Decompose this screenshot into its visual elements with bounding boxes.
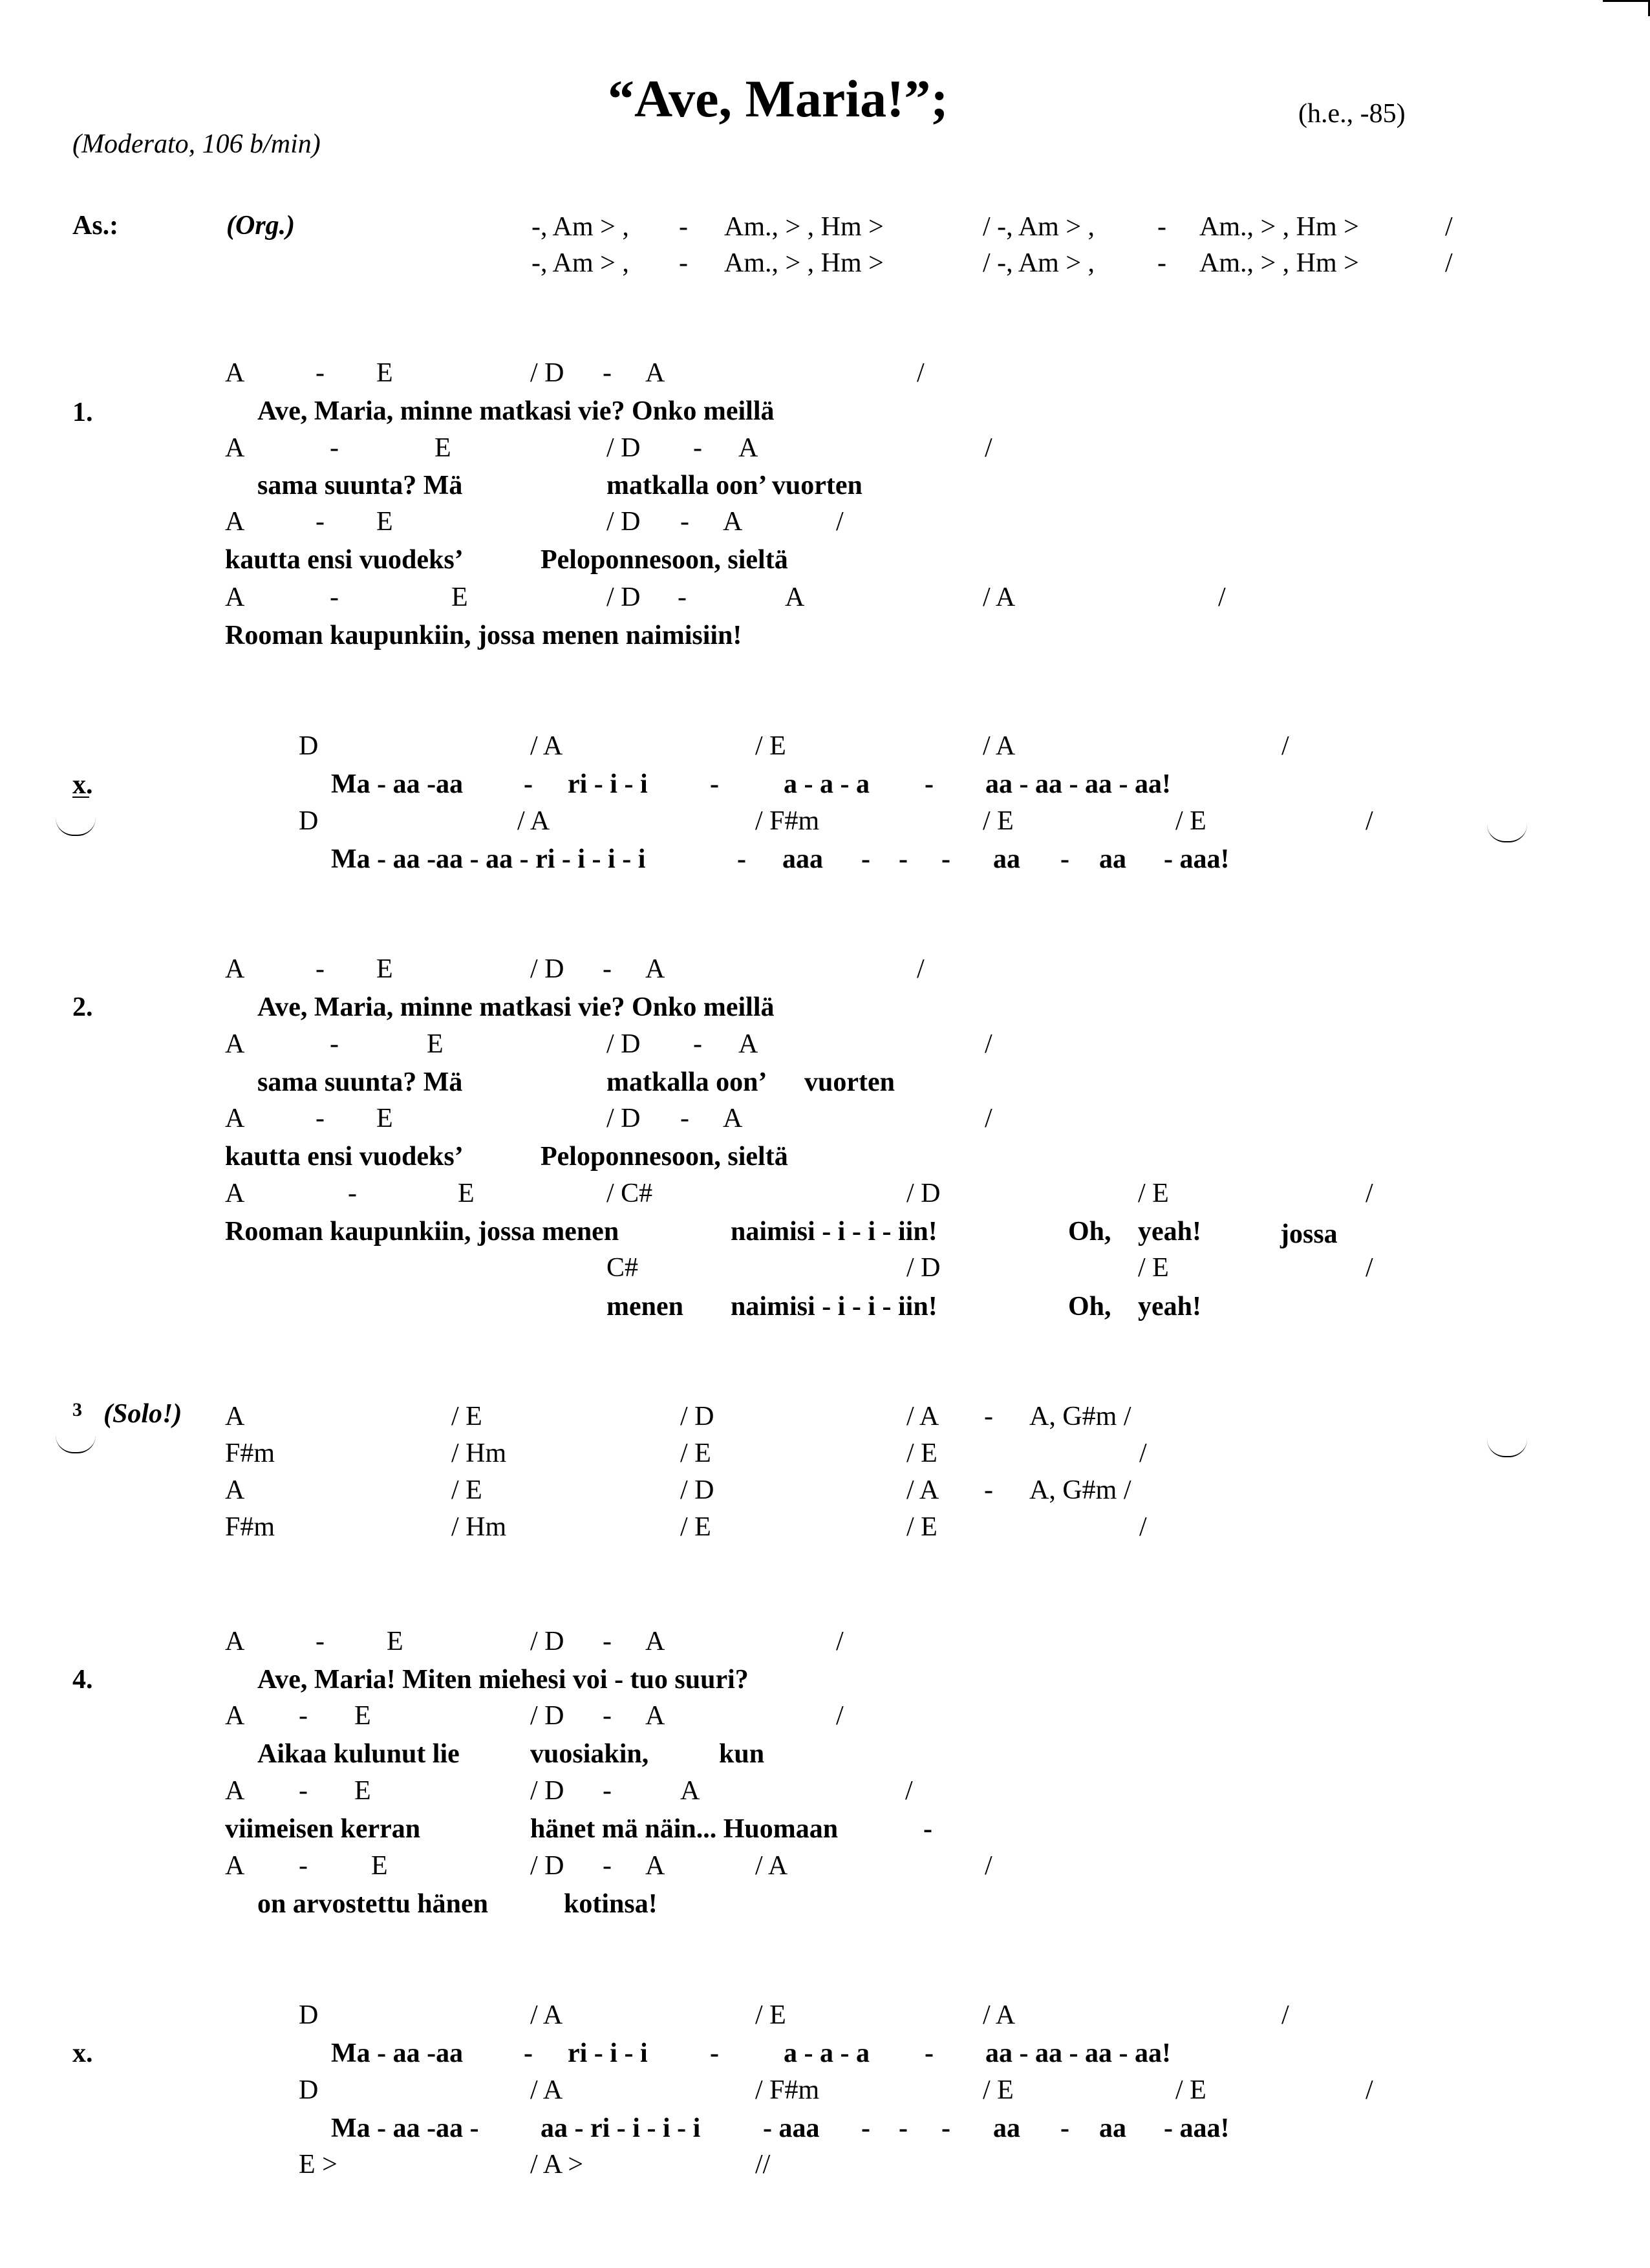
chord: / E	[451, 1475, 482, 1505]
verse-4-label: 4.	[72, 1665, 93, 1695]
chord: /	[1366, 1179, 1373, 1208]
chord: A	[645, 1701, 665, 1731]
chord: / D	[606, 1104, 641, 1133]
intro-label: As.:	[72, 211, 119, 241]
chord: / E	[1138, 1253, 1169, 1283]
lyric-line: Ave, Maria, minne matkasi vie? Onko meillä	[257, 396, 775, 426]
chord: A	[225, 583, 245, 612]
chord: / A	[906, 1475, 939, 1505]
solo-number-label: 3	[72, 1399, 82, 1420]
chord: E	[376, 954, 393, 984]
lyric-fragment: viimeisen kerran	[225, 1814, 421, 1844]
chord: /	[1366, 1253, 1373, 1283]
lyric-fragment: jossa	[1280, 1219, 1338, 1249]
lyric-fragment: - aaa	[763, 2113, 820, 2143]
chord: A	[645, 1627, 665, 1656]
lyric-fragment: aa - ri - i - i - i	[541, 2113, 701, 2143]
chord: A	[738, 433, 758, 463]
chord: -	[984, 1402, 993, 1431]
chord: A	[645, 954, 665, 984]
chord: /	[1218, 583, 1226, 612]
intro-chord: -, Am > ,	[531, 248, 629, 278]
lyric-fragment: kotinsa!	[564, 1889, 658, 1919]
lyric-fragment: sama suunta? Mä	[257, 1067, 463, 1097]
chord: / A	[517, 806, 550, 836]
lyric-fragment: vuorten	[804, 1067, 895, 1097]
left-margin-bracket-mark	[56, 818, 96, 836]
lyric-fragment: matkalla oon’	[606, 1067, 767, 1097]
lyric-fragment: Ma - aa -aa	[331, 769, 464, 799]
lyric-fragment: -	[524, 2038, 533, 2068]
chord: E	[451, 583, 468, 612]
song-title: “Ave, Maria!”;	[608, 69, 948, 128]
chord: A	[225, 507, 245, 537]
lyric-fragment: aa	[1099, 844, 1126, 874]
chord: -	[603, 1627, 612, 1656]
chord: / D	[530, 358, 564, 388]
lyric-fragment: aa - aa - aa - aa!	[985, 769, 1171, 799]
chord: / E	[680, 1439, 711, 1468]
chord: / D	[906, 1253, 941, 1283]
chord: /	[1139, 1439, 1147, 1468]
lyric-fragment: vuosiakin,	[530, 1739, 649, 1769]
lyric-fragment: -	[1060, 844, 1069, 874]
chord: -	[680, 507, 689, 537]
chord: /	[1366, 2075, 1373, 2105]
lyric-fragment: -	[941, 2113, 950, 2143]
chord: -	[330, 1029, 339, 1059]
chord: -	[299, 1701, 308, 1731]
chord: / Hm	[451, 1512, 507, 1542]
chord: /	[836, 1627, 844, 1656]
lyric-fragment: -	[899, 844, 908, 874]
lyric-fragment: -	[923, 1814, 932, 1844]
intro-chord: / -, Am > ,	[983, 212, 1095, 242]
chord: -	[330, 583, 339, 612]
page-edge-corner	[1603, 0, 1650, 16]
chord: A	[225, 1627, 245, 1656]
intro-chord: -	[1157, 212, 1166, 242]
intro-chord: -	[679, 248, 688, 278]
chord: /	[1281, 731, 1289, 761]
intro-chord: /	[1445, 248, 1453, 278]
lyric-fragment: Oh,	[1068, 1292, 1111, 1321]
lyric-fragment: aa - aa - aa - aa!	[985, 2038, 1171, 2068]
verse-2-label: 2.	[72, 992, 93, 1022]
lyric-fragment: Ma - aa -aa	[331, 2038, 464, 2068]
chord: A	[225, 1104, 245, 1133]
chord: /	[985, 433, 992, 463]
chord: -	[316, 954, 325, 984]
right-margin-bracket-mark	[1487, 824, 1527, 842]
chord: / D	[906, 1179, 941, 1208]
lyric-fragment: aaa	[782, 844, 823, 874]
lyric-fragment: a - a - a	[784, 2038, 870, 2068]
chord: E	[458, 1179, 475, 1208]
chord: / E	[755, 731, 786, 761]
chord: A	[225, 1701, 245, 1731]
lyric-fragment: -	[899, 2113, 908, 2143]
lyric-fragment: kautta ensi vuodeks’	[225, 545, 464, 575]
chord: / F#m	[755, 2075, 820, 2105]
chord: F#m	[225, 1512, 275, 1542]
lyric-line: Rooman kaupunkiin, jossa menen naimisiin!	[225, 621, 742, 650]
chord: A	[785, 583, 805, 612]
chord: -	[316, 1104, 325, 1133]
chord: / A	[983, 2000, 1016, 2030]
lyric-fragment: kun	[719, 1739, 765, 1769]
lyric-line: Ave, Maria, minne matkasi vie? Onko meillä	[257, 992, 775, 1022]
chord: -	[316, 507, 325, 537]
lyric-fragment: naimisi - i - i - iin!	[731, 1292, 938, 1321]
chord: -	[603, 1851, 612, 1881]
lyric-fragment: aa	[993, 844, 1020, 874]
chord: / D	[530, 1627, 564, 1656]
tempo-marking: (Moderato, 106 b/min)	[72, 129, 321, 159]
chord: / E	[906, 1512, 938, 1542]
solo-label: (Solo!)	[103, 1399, 182, 1429]
chord: -	[316, 1627, 325, 1656]
chord: /	[1366, 806, 1373, 836]
chord: / D	[530, 1776, 564, 1806]
author-credit: (h.e., -85)	[1298, 99, 1406, 129]
lyric-fragment: -	[925, 2038, 934, 2068]
lyric-fragment: -	[524, 769, 533, 799]
chord: A	[225, 358, 245, 388]
lyric-fragment: -	[861, 2113, 870, 2143]
lyric-fragment: matkalla oon’ vuorten	[606, 471, 862, 500]
lyric-fragment: -	[737, 844, 746, 874]
chord: / A	[755, 1851, 788, 1881]
chord: / E	[1175, 2075, 1206, 2105]
chord: / A	[530, 2075, 563, 2105]
right-margin-bracket-mark	[1487, 1439, 1527, 1457]
chord: /	[836, 1701, 844, 1731]
chord: /	[985, 1851, 992, 1881]
chord: /	[836, 507, 844, 537]
chord: -	[678, 583, 687, 612]
chord: / A	[530, 731, 563, 761]
lyric-fragment: -	[710, 2038, 719, 2068]
chord: -	[299, 1776, 308, 1806]
chord: / D	[680, 1475, 714, 1505]
lyric-fragment: aa	[993, 2113, 1020, 2143]
lyric-fragment: -	[710, 769, 719, 799]
verse-1-label: 1.	[72, 398, 93, 427]
chord: -	[984, 1475, 993, 1505]
chord: A	[225, 1776, 245, 1806]
intro-chord: Am., > , Hm >	[1199, 248, 1359, 278]
chord: A	[225, 1851, 245, 1881]
chord: F#m	[225, 1439, 275, 1468]
intro-chord: Am., > , Hm >	[724, 212, 884, 242]
chord: -	[693, 1029, 702, 1059]
chord: / E	[983, 806, 1014, 836]
lyric-fragment: Rooman kaupunkiin, jossa menen	[225, 1217, 619, 1246]
chord: -	[603, 1776, 612, 1806]
chord: / D	[530, 954, 564, 984]
chord: E	[427, 1029, 444, 1059]
chord: / A >	[530, 2150, 584, 2179]
lyric-fragment: - aaa!	[1164, 844, 1230, 874]
chorus-2-label: x.	[72, 2038, 93, 2068]
chord: E >	[299, 2150, 338, 2179]
chord: A	[680, 1776, 700, 1806]
intro-chord: / -, Am > ,	[983, 248, 1095, 278]
chord: / D	[606, 583, 641, 612]
lyric-fragment: ri - i - i	[568, 769, 648, 799]
chord: / A	[906, 1402, 939, 1431]
chord: A	[225, 1475, 245, 1505]
chord: / E	[983, 2075, 1014, 2105]
chord: E	[376, 507, 393, 537]
chord: / A	[983, 731, 1016, 761]
chord: A	[738, 1029, 758, 1059]
chord: -	[299, 1851, 308, 1881]
chorus-underline-mark	[72, 797, 89, 798]
intro-chord: /	[1445, 212, 1453, 242]
chord: A, G#m /	[1029, 1475, 1131, 1505]
lyric-fragment: Aikaa kulunut lie	[257, 1739, 460, 1769]
chord: /	[985, 1029, 992, 1059]
intro-chord: Am., > , Hm >	[1199, 212, 1359, 242]
chord: /	[917, 358, 925, 388]
chorus-1-label: x.	[72, 770, 93, 800]
chord: / C#	[606, 1179, 653, 1208]
lyric-fragment: -	[861, 844, 870, 874]
chord: -	[348, 1179, 357, 1208]
chord: A	[225, 1029, 245, 1059]
intro-chord: Am., > , Hm >	[724, 248, 884, 278]
lyric-fragment: sama suunta? Mä	[257, 471, 463, 500]
chord: -	[603, 1701, 612, 1731]
chord: -	[316, 358, 325, 388]
chord: /	[917, 954, 925, 984]
chord: C#	[606, 1253, 639, 1283]
chord: /	[1139, 1512, 1147, 1542]
chord: / D	[530, 1851, 564, 1881]
chord: A	[645, 1851, 665, 1881]
chord: / A	[530, 2000, 563, 2030]
chord: -	[693, 433, 702, 463]
lyric-line: Ave, Maria! Miten miehesi voi - tuo suuri?	[257, 1665, 749, 1695]
chord: -	[603, 954, 612, 984]
chord: / E	[680, 1512, 711, 1542]
lyric-fragment: naimisi - i - i - iin!	[731, 1217, 938, 1246]
chord: A	[225, 954, 245, 984]
chord: /	[985, 1104, 992, 1133]
chord: -	[603, 358, 612, 388]
chord: -	[680, 1104, 689, 1133]
lyric-fragment: Oh,	[1068, 1217, 1111, 1246]
intro-chord: -	[1157, 248, 1166, 278]
chord: A	[645, 358, 665, 388]
chord: A	[723, 507, 743, 537]
lyric-fragment: Peloponnesoon, sieltä	[541, 545, 788, 575]
chord: / D	[680, 1402, 714, 1431]
lyric-fragment: menen	[606, 1292, 683, 1321]
chord: / E	[1138, 1179, 1169, 1208]
lyric-fragment: yeah!	[1138, 1217, 1201, 1246]
chord: / D	[606, 1029, 641, 1059]
intro-instrument: (Org.)	[226, 211, 295, 241]
chord: / D	[606, 433, 641, 463]
lyric-fragment: -	[941, 844, 950, 874]
chord: / F#m	[755, 806, 820, 836]
chord: / D	[606, 507, 641, 537]
chord: -	[330, 433, 339, 463]
intro-chord: -, Am > ,	[531, 212, 629, 242]
chord: D	[299, 2075, 319, 2105]
lyric-fragment: yeah!	[1138, 1292, 1201, 1321]
left-margin-bracket-mark	[56, 1435, 96, 1453]
chord: E	[376, 1104, 393, 1133]
chord: //	[755, 2150, 771, 2179]
lyric-fragment: Ma - aa -aa -	[331, 2113, 479, 2143]
lyric-fragment: aa	[1099, 2113, 1126, 2143]
chord: E	[376, 358, 393, 388]
chord: A	[225, 1402, 245, 1431]
lyric-fragment: - aaa!	[1164, 2113, 1230, 2143]
chord: A	[225, 1179, 245, 1208]
chord: D	[299, 806, 319, 836]
chord: / Hm	[451, 1439, 507, 1468]
chord: /	[905, 1776, 913, 1806]
chord: E	[434, 433, 451, 463]
lyric-fragment: -	[925, 769, 934, 799]
chord: A	[225, 433, 245, 463]
chord: E	[387, 1627, 403, 1656]
chord: D	[299, 731, 319, 761]
chord: A	[723, 1104, 743, 1133]
lyric-fragment: hänet mä näin... Huomaan	[530, 1814, 839, 1844]
lyric-fragment: on arvostettu hänen	[257, 1889, 489, 1919]
chord: E	[354, 1776, 371, 1806]
lyric-fragment: kautta ensi vuodeks’	[225, 1142, 464, 1171]
chord: / E	[451, 1402, 482, 1431]
lyric-fragment: ri - i - i	[568, 2038, 648, 2068]
chord: E	[354, 1701, 371, 1731]
lyric-fragment: a - a - a	[784, 769, 870, 799]
lyric-fragment: Peloponnesoon, sieltä	[541, 1142, 788, 1171]
chord: / A	[983, 583, 1016, 612]
chord: A, G#m /	[1029, 1402, 1131, 1431]
chord: / D	[530, 1701, 564, 1731]
chord: D	[299, 2000, 319, 2030]
chord: /	[1281, 2000, 1289, 2030]
chord: / E	[755, 2000, 786, 2030]
lyric-fragment: -	[1060, 2113, 1069, 2143]
chord: / E	[906, 1439, 938, 1468]
chord: E	[371, 1851, 388, 1881]
lyric-fragment: Ma - aa -aa - aa - ri - i - i - i	[331, 844, 646, 874]
intro-chord: -	[679, 212, 688, 242]
chord: / E	[1175, 806, 1206, 836]
